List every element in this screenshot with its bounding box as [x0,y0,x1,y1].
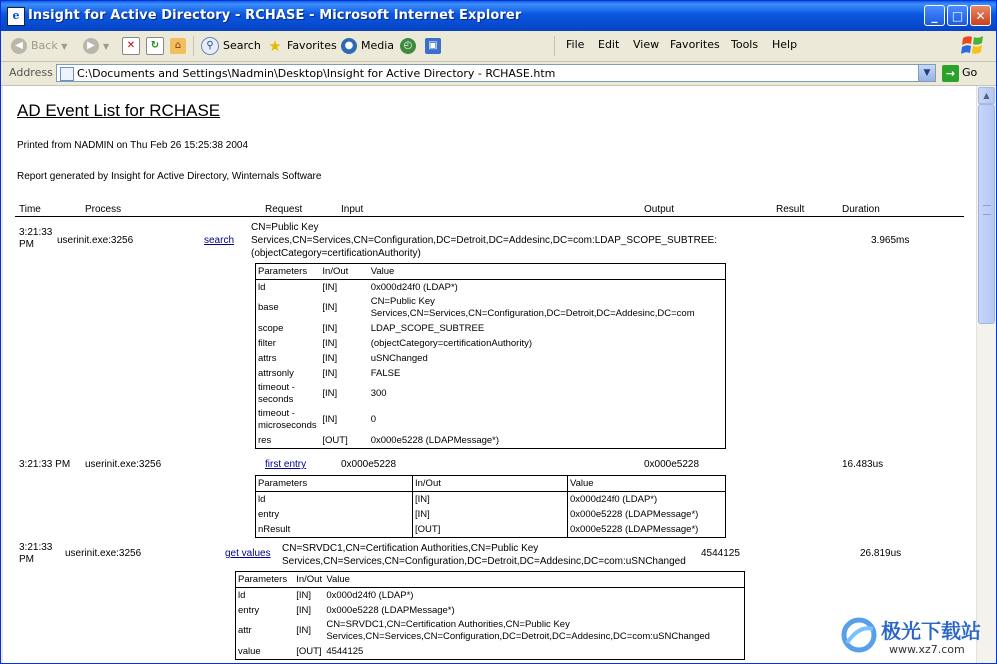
forward-arrow-icon: ▶ [83,38,99,54]
address-dropdown-icon[interactable]: ▼ [918,65,935,81]
param-io: [IN] [322,367,338,379]
event-duration: 26.819us [860,548,902,559]
param-name: ld [258,493,266,505]
param-name: res [258,434,272,446]
event-input-line: (objectCategory=certificationAuthority) [251,248,421,259]
event-input: 0x000e5228 [341,459,397,470]
param-header-io: In/Out [322,265,349,277]
stop-button[interactable] [122,36,144,56]
param-name: nResult [258,523,291,535]
chevron-down-icon: ▼ [61,42,68,51]
printed-line: Printed from NADMIN on Thu Feb 26 15:25:38 2004 [17,140,249,151]
menu-edit[interactable]: Edit [598,38,620,51]
back-label: Back [31,39,58,52]
param-value: LDAP_SCOPE_SUBTREE [370,322,485,334]
params-table [255,263,726,449]
param-value: 300 [370,388,387,399]
param-row [236,644,745,660]
toolbar-separator [193,36,194,56]
history-button[interactable] [400,36,420,56]
menu-view[interactable]: View [633,38,660,51]
vertical-scrollbar[interactable] [976,86,996,663]
page-icon [60,67,74,81]
param-value: CN=Public Key Services,CN=Services,CN=Configuration,DC=Detroit,DC=Addesinc,DC=com [370,296,695,319]
search-label: Search [223,39,261,52]
param-header-value: Value [326,573,350,585]
address-input[interactable] [56,64,936,82]
media-icon: ● [341,38,357,54]
col-result: Result [776,204,805,215]
param-header-value: Value [568,476,726,492]
generated-line: Report generated by Insight for Active Directory, Winternals Software [17,171,322,182]
param-row [256,366,726,381]
param-io: [IN] [322,337,338,349]
grip-icon [983,205,991,215]
param-row [256,295,726,321]
param-name: filter [258,337,276,349]
param-row [256,522,726,538]
params-table [255,475,726,538]
menu-tools[interactable]: Tools [731,38,759,51]
window-button[interactable] [425,36,445,56]
col-request: Request [265,204,303,215]
back-arrow-icon: ◀ [11,38,27,54]
chevron-down-icon: ▼ [103,42,110,51]
event-process: userinit.exe:3256 [85,459,162,470]
col-input: Input [341,204,364,215]
param-io: [IN] [322,302,338,313]
param-name: base [258,302,279,313]
param-row [256,407,726,433]
standard-toolbar [1,31,996,62]
event-input [251,221,717,260]
watermark-swirl-icon [839,615,879,655]
header-rule [15,216,964,217]
address-bar [1,62,996,86]
media-label: Media [361,39,395,52]
go-button[interactable] [942,64,977,82]
event-input-line: Services,CN=Services,CN=Configuration,DC=Detroit,DC=Addesinc,DC=com:LDAP_SCOPE_SUBTREE: [251,235,718,246]
param-value: 0x000d24f0 (LDAP*) [568,492,726,508]
param-row [236,588,745,604]
report-title: AD Event List for RCHASE [17,101,221,120]
param-io: [IN] [322,388,338,399]
param-value: 0x000d24f0 (LDAP*) [326,589,414,601]
param-header-name: Parameters [258,265,308,277]
param-header-io: In/Out [296,573,323,585]
param-name: scope [258,322,284,334]
go-arrow-icon: → [942,65,959,82]
event-input-line: CN=Public Key [251,222,319,233]
param-row [256,280,726,296]
windows-logo-icon [960,33,986,58]
page-content [3,86,976,663]
param-row [256,507,726,522]
param-header-name: Parameters [256,476,413,492]
param-row [256,433,726,449]
param-row [236,603,745,618]
param-io: [OUT] [322,434,348,446]
event-output: 4544125 [701,548,740,559]
param-io: [IN] [296,625,311,636]
home-icon: ⌂ [170,38,186,54]
param-io: [IN] [413,507,568,522]
menu-favorites[interactable]: Favorites [670,38,720,51]
param-header-value: Value [370,265,395,277]
param-io: [OUT] [296,645,322,657]
col-duration: Duration [842,204,880,215]
menu-help[interactable]: Help [772,38,798,51]
window-icon: ▣ [425,38,441,54]
param-value: 0x000e5228 (LDAPMessage*) [326,604,455,616]
address-label: Address [9,66,53,79]
refresh-icon: ↻ [146,37,164,55]
event-input-line: CN=SRVDC1,CN=Certification Authorities,CN=Public Key [282,543,539,554]
favorites-label: Favorites [287,39,337,52]
params-table [235,571,745,660]
event-time: 3:21:33 PM [19,227,53,250]
event-output: 0x000e5228 [644,459,700,470]
param-io: [IN] [296,604,311,616]
param-io: [OUT] [413,522,568,538]
maximize-button[interactable]: □ [947,5,968,26]
param-value: 4544125 [326,645,364,657]
param-value: (objectCategory=certificationAuthority) [370,337,533,349]
watermark-logo [839,607,989,663]
event-duration: 16.483us [842,459,884,470]
history-icon: ◴ [400,38,416,54]
param-header-io: In/Out [413,476,568,492]
param-name: attrs [258,352,277,364]
param-io: [IN] [322,322,338,334]
param-value: 0x000e5228 (LDAPMessage*) [568,507,726,522]
param-value: FALSE [370,367,401,379]
event-request-link[interactable]: first entry [265,459,307,470]
param-io: [IN] [322,352,338,364]
param-name: timeout - seconds [258,382,295,405]
param-value: CN=SRVDC1,CN=Certification Authorities,CN=Public Key Services,CN=Services,CN=Configuration,DC=Detroit,DC=Addesinc,DC=com:uSNChanged [326,619,710,642]
param-name: entry [258,508,280,520]
event-time: 3:21:33 PM [19,459,71,470]
param-name: ld [238,589,246,601]
event-request-link[interactable]: search [204,235,235,246]
scroll-up-arrow-icon[interactable]: ▲ [978,87,995,104]
event-input-line: Services,CN=Services,CN=Configuration,DC=Detroit,DC=Addesinc,DC=com:uSNChanged [282,556,686,567]
menu-file[interactable]: File [566,38,585,51]
favorites-button[interactable] [267,36,337,56]
minimize-button[interactable]: _ [924,5,945,26]
ie-document-icon: e [7,7,25,26]
param-io: [IN] [296,589,311,601]
param-name: ld [258,281,266,293]
param-name: attr [238,625,252,636]
title-bar[interactable] [1,1,996,31]
param-value: 0x000d24f0 (LDAP*) [370,281,458,293]
watermark-url: www.xz7.com [889,643,965,656]
param-io: [IN] [322,281,338,293]
param-io: [IN] [322,414,338,425]
param-row [256,321,726,336]
close-button[interactable]: ✕ [970,5,991,26]
forward-button[interactable] [83,36,109,56]
search-icon: ⚲ [201,37,219,55]
param-header-name: Parameters [238,573,288,585]
param-row [236,618,745,644]
back-button[interactable] [11,36,67,56]
refresh-button[interactable] [146,36,168,56]
event-duration: 3.965ms [871,235,910,246]
param-name: timeout - microseconds [258,408,317,431]
param-row [256,336,726,351]
param-value: 0x000e5228 (LDAPMessage*) [568,522,726,538]
event-request-link[interactable]: get values [225,548,271,559]
media-button[interactable] [341,36,394,56]
col-time: Time [19,204,41,215]
toolbar-separator [554,36,555,56]
col-process: Process [85,204,122,215]
param-name: attrsonly [258,367,294,379]
stop-icon: ✕ [122,37,140,55]
window-title: Insight for Active Directory - RCHASE - Microsoft Internet Explorer [28,8,522,23]
event-input [282,542,686,568]
param-row [256,381,726,407]
address-value: C:\Documents and Settings\Nadmin\Desktop\Insight for Active Directory - RCHASE.htm [77,67,556,80]
star-icon: ★ [268,37,282,55]
param-value: uSNChanged [370,352,428,364]
param-row [256,492,726,508]
col-output: Output [644,204,675,215]
scrollbar-thumb[interactable] [978,104,995,324]
go-label: Go [962,66,978,79]
param-value: 0 [370,414,376,425]
param-row [256,351,726,366]
param-value: 0x000e5228 (LDAPMessage*) [370,434,500,446]
event-process: userinit.exe:3256 [65,548,142,559]
search-button[interactable] [201,36,261,56]
event-time: 3:21:33 PM [19,542,53,565]
param-io: [IN] [413,492,568,508]
watermark-text: 极光下载站 [881,619,981,643]
param-name: value [238,645,261,657]
home-button[interactable] [170,36,190,56]
param-name: entry [238,604,260,616]
event-process: userinit.exe:3256 [57,235,134,246]
